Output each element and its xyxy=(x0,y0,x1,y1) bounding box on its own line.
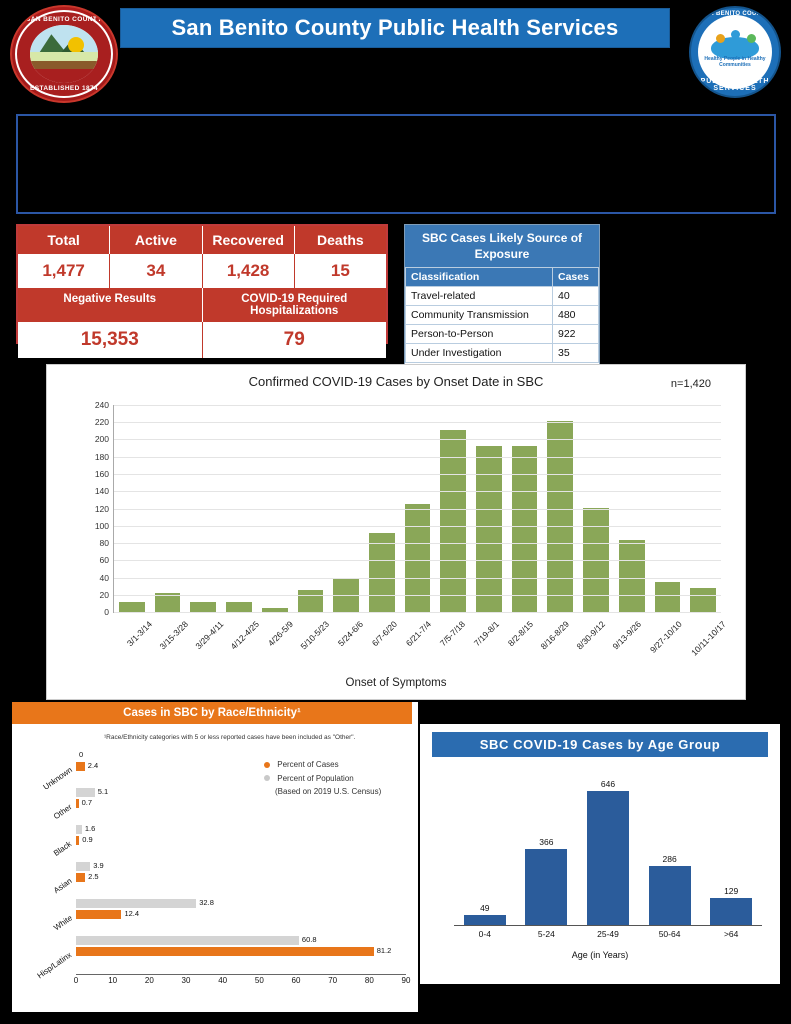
exposure-classification-cell: Community Transmission xyxy=(406,306,553,325)
x-axis-tick-label: 5/10-5/23 xyxy=(298,619,332,652)
y-axis-tick-label: 60 xyxy=(99,555,109,566)
health-logo-figure-1 xyxy=(716,34,725,43)
page-title-banner xyxy=(120,8,670,48)
exposure-col-classification: Classification xyxy=(406,268,553,287)
race-chart-footnote: ¹Race/Ethnicity categories with 5 or less reported cases have been included as "Other". xyxy=(104,734,356,741)
age-bar-cell xyxy=(516,770,578,925)
age-x-tick-label: 0-4 xyxy=(478,929,491,939)
race-bar-group xyxy=(52,824,406,861)
age-bar-value-label: 366 xyxy=(539,837,554,848)
age-chart-title: SBC COVID-19 Cases by Age Group xyxy=(432,732,768,757)
health-logo-mid-text: Healthy People in Healthy Communities xyxy=(704,56,766,69)
y-axis-tick-label: 240 xyxy=(94,400,109,410)
race-chart-plot-area xyxy=(35,750,406,980)
seal-bottom-text: ESTABLISHED 1874 xyxy=(29,85,99,92)
page-header xyxy=(0,0,791,108)
stats-header-hospitalizations: COVID-19 Required Hospitalizations xyxy=(241,293,348,317)
county-seal-logo xyxy=(10,5,118,103)
onset-chart-x-title: Onset of Symptoms xyxy=(345,677,447,689)
race-bar-value-label: 2.5 xyxy=(88,872,99,881)
race-x-tick-label: 60 xyxy=(291,976,301,985)
race-x-tick-label: 20 xyxy=(144,976,154,985)
exposure-table xyxy=(405,267,599,363)
y-axis-tick-label: 220 xyxy=(94,417,109,428)
race-bar-value-label: 0.9 xyxy=(82,835,93,844)
age-chart-x-labels xyxy=(454,929,762,939)
gridline xyxy=(114,439,721,440)
table-row xyxy=(406,325,599,344)
table-row xyxy=(406,344,599,363)
stats-header-recovered: Recovered xyxy=(203,226,295,254)
race-bar-cases xyxy=(76,947,374,956)
race-bar-value-label: 0 xyxy=(79,750,84,759)
race-bar-value-label: 2.4 xyxy=(87,761,99,770)
empty-content-box xyxy=(16,114,776,214)
chart-bar xyxy=(369,533,395,612)
race-bar-value-label: 32.8 xyxy=(199,898,214,907)
age-chart-x-title: Age (in Years) xyxy=(571,950,629,960)
seal-base xyxy=(30,69,98,83)
race-ethnicity-chart xyxy=(12,702,418,1012)
race-bar-group xyxy=(51,898,406,935)
age-chart-plot-area xyxy=(454,770,762,925)
gridline xyxy=(114,612,721,613)
stats-header-row-2 xyxy=(18,288,386,322)
race-x-tick-label: 50 xyxy=(254,976,264,985)
age-x-tick-label: 50-64 xyxy=(658,929,681,939)
race-bar-cases xyxy=(76,762,85,771)
x-axis-tick-label: 6/7-6/20 xyxy=(369,619,400,649)
x-axis-tick-label: 3/1-3/14 xyxy=(124,619,155,649)
race-x-tick-label: 30 xyxy=(181,976,191,985)
gridline xyxy=(114,474,721,475)
y-axis-tick-label: 100 xyxy=(94,520,109,531)
stats-value-active: 34 xyxy=(110,254,202,288)
onset-chart-title: Confirmed COVID-19 Cases by Onset Date in SBC xyxy=(248,374,544,389)
race-chart-x-ticks xyxy=(73,976,411,990)
stats-value-deaths: 15 xyxy=(295,254,386,288)
race-category-label: Other xyxy=(52,801,74,821)
chart-bar xyxy=(405,504,431,612)
age-chart-bars xyxy=(454,770,762,925)
race-bar-value-label: 1.6 xyxy=(84,824,96,833)
x-axis-tick-label: 6/21-7/4 xyxy=(403,619,433,649)
exposure-classification-cell: Under Investigation xyxy=(406,344,553,363)
exposure-cases-cell: 40 xyxy=(553,287,599,306)
seal-inner-scene xyxy=(30,25,98,83)
stats-header-negative-results: Negative Results xyxy=(18,288,203,322)
age-bar-cell xyxy=(639,770,701,925)
gridline xyxy=(114,543,721,544)
stats-header-row xyxy=(18,226,386,254)
race-bar-cases xyxy=(76,873,85,882)
race-bar-value-label: 3.9 xyxy=(93,861,104,870)
race-bar-cases xyxy=(76,836,79,845)
seal-sky xyxy=(30,25,98,52)
race-category-label: Unknown xyxy=(41,764,74,792)
health-logo-bottom-text: PUBLIC HEALTH SERVICES xyxy=(700,78,770,92)
race-bar-population xyxy=(76,825,82,834)
chart-bar xyxy=(512,446,538,612)
seal-sun xyxy=(68,37,84,53)
y-axis-tick-label: 0 xyxy=(104,607,109,617)
gridline xyxy=(114,509,721,510)
exposure-col-cases: Cases xyxy=(553,268,599,287)
race-bar-group xyxy=(35,935,406,980)
age-bar-value-label: 646 xyxy=(600,779,616,790)
y-axis-tick-label: 40 xyxy=(99,572,109,583)
gridline xyxy=(114,578,721,579)
chart-bar xyxy=(464,915,506,925)
chart-bar xyxy=(298,590,324,612)
age-x-tick-label: 5-24 xyxy=(537,929,555,939)
y-axis-tick-label: 160 xyxy=(94,468,109,479)
race-bar-group xyxy=(52,861,406,898)
x-axis-tick-label: 7/5-7/18 xyxy=(437,619,467,649)
y-axis-tick-label: 120 xyxy=(94,503,109,514)
x-axis-tick-label: 4/12-4/25 xyxy=(228,619,262,652)
chart-bar xyxy=(525,849,567,925)
exposure-table-body xyxy=(406,287,599,363)
race-bar-population xyxy=(76,788,95,797)
y-axis-tick-label: 200 xyxy=(94,434,109,445)
race-bar-population xyxy=(76,862,90,871)
chart-bar xyxy=(690,588,716,612)
x-axis-tick-label: 7/19-8/1 xyxy=(471,619,501,649)
chart-bar xyxy=(619,540,645,612)
race-bar-value-label: 5.1 xyxy=(97,787,109,796)
legend-label-population: Percent of Population xyxy=(277,773,354,783)
gridline xyxy=(114,560,721,561)
age-x-tick-label: >64 xyxy=(723,929,739,939)
race-x-tick-label: 40 xyxy=(218,976,228,985)
age-bar-cell xyxy=(454,770,516,925)
race-chart-axis xyxy=(76,974,406,975)
seal-ring xyxy=(15,10,113,98)
race-category-label: Black xyxy=(52,838,74,858)
stats-value-hospitalizations: 79 xyxy=(203,322,387,358)
x-axis-tick-label: 4/26-5/9 xyxy=(266,619,296,649)
age-bar-value-label: 129 xyxy=(724,886,739,897)
age-chart-axis xyxy=(454,925,762,926)
race-x-tick-label: 90 xyxy=(401,976,411,985)
race-bar-value-label: 60.8 xyxy=(301,935,317,944)
public-health-logo xyxy=(689,6,781,98)
race-bar-population xyxy=(76,899,196,908)
race-bar-value-label: 0.7 xyxy=(81,798,92,807)
onset-chart-x-labels xyxy=(113,615,729,671)
age-bar-value-label: 286 xyxy=(662,853,677,864)
x-axis-tick-label: 8/16-8/29 xyxy=(538,619,571,652)
exposure-cases-cell: 922 xyxy=(553,325,599,344)
exposure-cases-cell: 480 xyxy=(553,306,599,325)
x-axis-tick-label: 3/29-4/11 xyxy=(193,619,226,652)
x-axis-tick-label: 10/11-10/17 xyxy=(689,619,729,658)
stats-value-recovered: 1,428 xyxy=(203,254,295,288)
age-bar-value-label: 49 xyxy=(480,902,490,913)
stats-value-row xyxy=(18,254,386,288)
chart-bar xyxy=(476,446,502,612)
age-x-tick-label: 25-49 xyxy=(597,929,619,939)
gridline xyxy=(114,595,721,596)
y-axis-tick-label: 180 xyxy=(94,451,109,462)
gridline xyxy=(114,526,721,527)
gridline xyxy=(114,422,721,423)
legend-note: (Based on 2019 U.S. Census) xyxy=(275,787,382,797)
chart-bar xyxy=(190,602,216,612)
chart-bar xyxy=(226,602,252,612)
race-bar-population xyxy=(76,936,299,945)
onset-chart-plot-area xyxy=(94,400,721,617)
stats-value-total: 1,477 xyxy=(18,254,110,288)
chart-bar xyxy=(587,791,629,925)
page-title: San Benito County Public Health Services xyxy=(171,15,619,40)
table-row xyxy=(406,306,599,325)
chart-bar xyxy=(119,602,145,612)
race-chart-title: Cases in SBC by Race/Ethnicity¹ xyxy=(12,702,412,724)
race-x-tick-label: 10 xyxy=(108,976,118,985)
y-axis-tick-label: 80 xyxy=(99,537,109,548)
exposure-source-table xyxy=(404,224,600,371)
chart-bar xyxy=(155,593,181,612)
race-bar-cases xyxy=(76,910,121,919)
race-category-label: White xyxy=(51,912,74,932)
race-category-label: Hisp/Latinx xyxy=(35,949,74,980)
x-axis-tick-label: 3/15-3/28 xyxy=(157,619,190,652)
gridline xyxy=(114,491,721,492)
chart-bar xyxy=(710,898,752,925)
chart-bar xyxy=(649,866,691,925)
stats-header-total: Total xyxy=(18,226,110,254)
summary-stats-table xyxy=(16,224,388,350)
table-row xyxy=(406,287,599,306)
x-axis-tick-label: 5/24-6/6 xyxy=(335,619,366,649)
race-x-tick-label: 70 xyxy=(328,976,338,985)
race-bar-cases xyxy=(76,799,79,808)
stats-header-active: Active xyxy=(110,226,202,254)
race-x-tick-label: 0 xyxy=(73,976,79,985)
health-logo-top-text: SAN BENITO COUNTY xyxy=(700,11,770,17)
race-bar-value-label: 12.4 xyxy=(124,909,140,918)
chart-bar xyxy=(547,421,573,612)
onset-date-chart xyxy=(46,364,746,700)
x-axis-tick-label: 9/27-10/10 xyxy=(647,619,684,655)
race-bar-group xyxy=(52,787,406,824)
stats-value-row-2 xyxy=(18,322,386,358)
age-bar-cell xyxy=(700,770,762,925)
x-axis-tick-label: 8/30-9/12 xyxy=(574,619,607,652)
health-logo-figure-3 xyxy=(747,34,756,43)
stats-value-negative-results: 15,353 xyxy=(18,322,203,358)
age-group-chart xyxy=(420,724,780,984)
race-bar-value-label: 81.2 xyxy=(376,946,392,955)
x-axis-tick-label: 8/2-8/15 xyxy=(505,619,535,649)
seal-top-text: SAN BENITO COUNTY xyxy=(25,16,103,23)
legend-label-cases: Percent of Cases xyxy=(277,760,339,769)
y-axis-tick-label: 20 xyxy=(99,589,109,600)
stats-header-deaths: Deaths xyxy=(317,232,364,248)
x-axis-tick-label: 9/13-9/26 xyxy=(610,619,643,652)
onset-chart-n-annotation: n=1,420 xyxy=(670,378,711,390)
age-bar-cell xyxy=(577,770,639,925)
race-category-label: Asian xyxy=(52,875,74,895)
race-x-tick-label: 80 xyxy=(364,976,374,985)
exposure-classification-cell: Travel-related xyxy=(406,287,553,306)
exposure-classification-cell: Person-to-Person xyxy=(406,325,553,344)
gridline xyxy=(114,457,721,458)
exposure-table-title: SBC Cases Likely Source of Exposure xyxy=(405,225,599,267)
bottom-black-bar xyxy=(420,984,791,1024)
gridline xyxy=(114,405,721,406)
chart-bar xyxy=(655,582,681,612)
exposure-cases-cell: 35 xyxy=(553,344,599,363)
y-axis-tick-label: 140 xyxy=(94,486,109,497)
exposure-header-row xyxy=(406,268,599,287)
